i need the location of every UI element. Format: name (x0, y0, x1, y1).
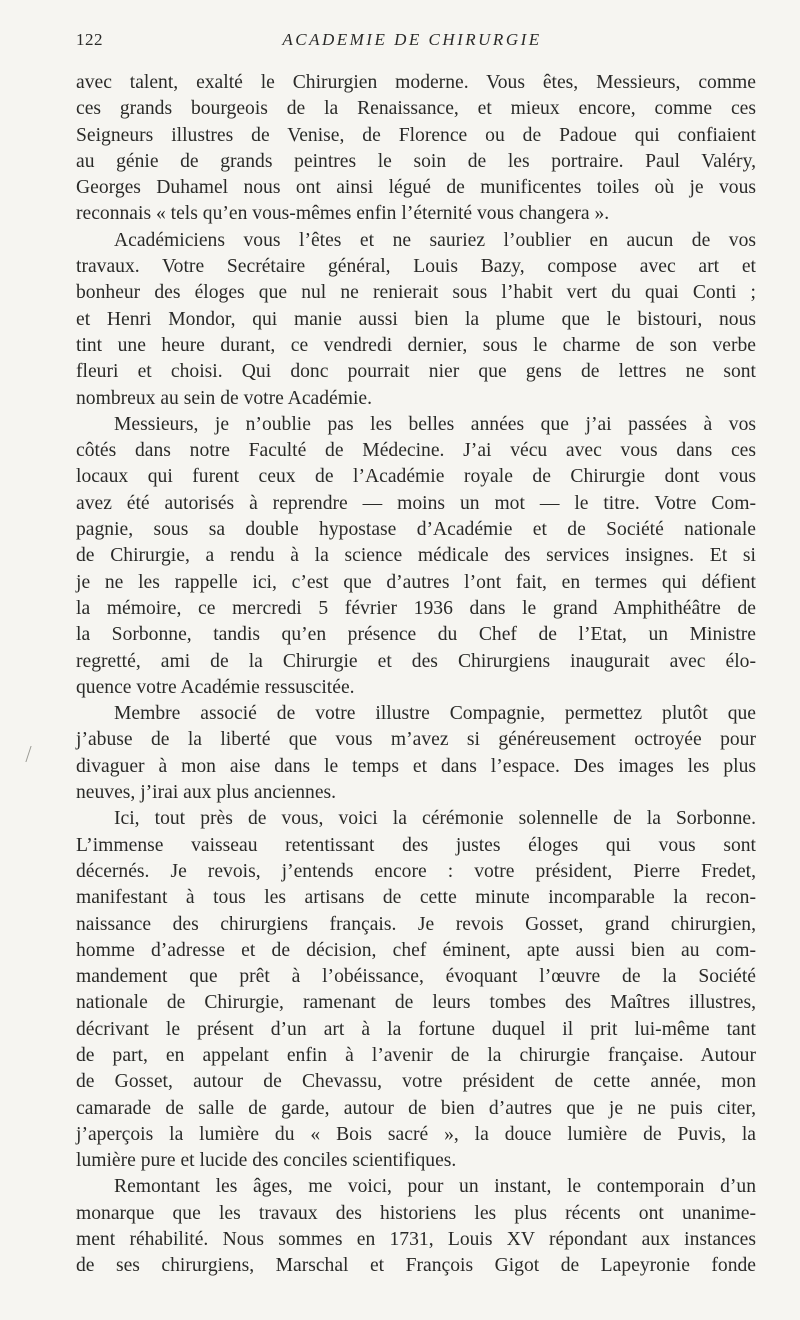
page-number: 122 (76, 30, 103, 49)
text-line: de ses chirurgiens, Marschal et François Gigot de Lapeyronie fonde (76, 1255, 756, 1277)
text-line: avec talent, exalté le Chirurgien moderne. Vous êtes, Messieurs, comme (76, 72, 756, 93)
text-line: tint une heure durant, ce vendredi dernier, sous le charme de son verbe (76, 334, 756, 356)
text-line: de Chirurgie, a rendu à la science médicale des services insignes. Et si (76, 545, 756, 567)
text-line: reconnais « tels qu’en vous-mêmes enfin l’éternité vous changera ». (76, 203, 610, 225)
running-title: ACADEMIE DE CHIRURGIE (282, 30, 542, 49)
text-line: regretté, ami de la Chirurgie et des Chirurgiens inaugurait avec élo- (76, 650, 756, 672)
text-line: Georges Duhamel nous ont ainsi légué de munificentes toiles où je vous (76, 177, 756, 199)
text-line: Membre associé de votre illustre Compagnie, permettez plutôt que (114, 703, 756, 725)
text-line: et Henri Mondor, qui manie aussi bien la plume que le bistouri, nous (76, 308, 756, 330)
text-line: j’aperçois la lumière du « Bois sacré », la douce lumière de Puvis, la (76, 1123, 756, 1145)
page-header (76, 30, 748, 56)
text-line: travaux. Votre Secrétaire général, Louis Bazy, compose avec art et (76, 256, 756, 278)
text-line: ment réhabilité. Nous sommes en 1731, Louis XV répondant aux instances (76, 1229, 756, 1251)
text-line: mandement que prêt à l’obéissance, évoquant l’œuvre de la Société (76, 966, 756, 988)
text-line: monarque que les travaux des historiens les plus récents ont unanime- (76, 1202, 756, 1224)
text-line: la Sorbonne, tandis qu’en présence du Chef de l’Etat, un Ministre (76, 624, 756, 646)
text-line: divaguer à mon aise dans le temps et dans l’espace. Des images les plus (76, 755, 756, 777)
text-line: côtés dans notre Faculté de Médecine. J’ai vécu avec vous dans ces (76, 440, 756, 462)
body-text (76, 70, 756, 1280)
text-line: de Gosset, autour de Chevassu, votre président de cette année, mon (76, 1071, 756, 1093)
text-line: manifestant à tous les artisans de cette minute incomparable la recon- (76, 887, 756, 909)
text-line: Messieurs, je n’oublie pas les belles années que j’ai passées à vos (114, 413, 756, 435)
text-line: locaux qui furent ceux de l’Académie royale de Chirurgie dont vous (76, 466, 756, 488)
text-line: décrivant le présent d’un art à la fortune duquel il prit lui-même tant (76, 1018, 756, 1040)
text-line: la mémoire, ce mercredi 5 février 1936 dans le grand Amphithéâtre de (76, 597, 756, 619)
text-line: décernés. Je revois, j’entends encore : votre président, Pierre Fredet, (76, 860, 756, 882)
text-line: lumière pure et lucide des conciles scientifiques. (76, 1150, 457, 1172)
text-line: de part, en appelant enfin à l’avenir de la chirurgie française. Autour (76, 1044, 756, 1066)
margin-pencil-mark (25, 746, 37, 762)
text-line: L’immense vaisseau retentissant des justes éloges qui vous sont (76, 834, 756, 856)
text-line: ces grands bourgeois de la Renaissance, et mieux encore, comme ces (76, 98, 756, 120)
text-line: Ici, tout près de vous, voici la cérémonie solennelle de la Sorbonne. (114, 808, 756, 830)
text-line: bonheur des éloges que nul ne renierait sous l’habit vert du quai Conti ; (76, 282, 756, 304)
text-line: Académiciens vous l’êtes et ne sauriez l’oublier en aucun de vos (114, 229, 756, 251)
text-line: Seigneurs illustres de Venise, de Florence ou de Padoue qui confiaient (76, 124, 756, 146)
text-line: homme d’adresse et de décision, chef éminent, apte aussi bien au com- (76, 939, 756, 961)
text-line: nationale de Chirurgie, ramenant de leurs tombes des Maîtres illustres, (76, 992, 756, 1014)
text-line: au génie de grands peintres le soin de les portraire. Paul Valéry, (76, 150, 756, 172)
text-line: j’abuse de la liberté que vous m’avez si généreusement octroyée pour (76, 729, 756, 751)
text-line: naissance des chirurgiens français. Je revois Gosset, grand chirurgien, (76, 913, 756, 935)
text-line: quence votre Académie ressuscitée. (76, 676, 355, 698)
text-line: je ne les rappelle ici, c’est que d’autres l’ont fait, en termes qui défient (76, 571, 756, 593)
text-line: fleuri et choisi. Qui donc pourrait nier que gens de lettres ne sont (76, 361, 756, 383)
text-line: neuves, j’irai aux plus anciennes. (76, 782, 337, 804)
text-line: camarade de salle de garde, autour de bien d’autres que je ne puis citer, (76, 1097, 756, 1119)
text-line: pagnie, sous sa double hypostase d’Académie et de Société nationale (76, 519, 756, 541)
text-line: nombreux au sein de votre Académie. (76, 387, 372, 409)
text-line: Remontant les âges, me voici, pour un instant, le contemporain d’un (114, 1176, 756, 1198)
text-line: avez été autorisés à reprendre — moins un mot — le titre. Votre Com- (76, 492, 756, 514)
